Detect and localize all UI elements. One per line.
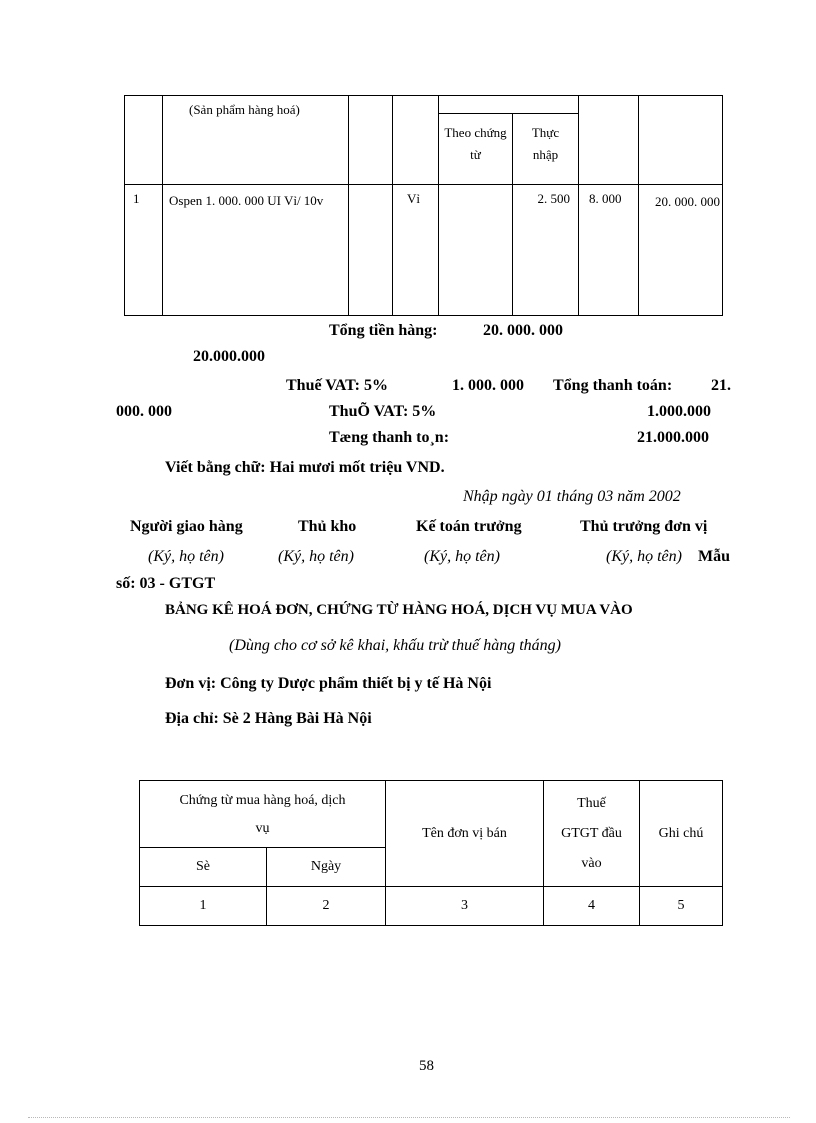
row-stt: 1 <box>125 185 163 316</box>
col-number: 3 <box>386 887 544 926</box>
col-number: 1 <box>140 887 267 926</box>
tong-thanh-toan-label: Tổng thanh toán: <box>553 377 673 394</box>
table1-header-cell <box>579 96 639 185</box>
table1-header-cell <box>393 96 439 185</box>
header-product: (Sản phẩm hàng hoá) <box>163 96 349 185</box>
header-thue-line1: Thuế <box>577 795 606 811</box>
table1-header-group <box>439 96 579 114</box>
row-empty-cell <box>349 185 393 316</box>
row-unit: Vỉ <box>393 185 439 316</box>
table1-header-cell <box>349 96 393 185</box>
row-price: 8. 000 <box>579 185 639 316</box>
thue-vat-value: 1. 000. 000 <box>452 377 524 394</box>
row-qty-thuc: 2. 500 <box>513 185 579 316</box>
sig-ky-ho-ten-3: (Ký, họ tên) <box>424 548 500 565</box>
page-bottom-rule <box>28 1117 790 1118</box>
dia-chi: Địa chỉ: Sè 2 Hàng Bài Hà Nội <box>165 710 372 727</box>
sig-ky-ho-ten-2: (Ký, họ tên) <box>278 548 354 565</box>
header-so: Sè <box>140 848 267 887</box>
header-chung-tu-line1: Chứng từ mua hàng hoá, dịch <box>179 793 346 808</box>
purchase-invoice-table <box>139 780 723 926</box>
sig-nguoi-giao-hang: Người giao hàng <box>130 518 243 535</box>
header-ghi-chu: Ghi chú <box>640 781 723 887</box>
header-thue-line3: vào <box>581 855 602 871</box>
thue-vat-value-dup: 1.000.000 <box>647 403 711 420</box>
tong-tien-hang-value: 20. 000. 000 <box>483 322 563 339</box>
sig-ky-ho-ten-4: (Ký, họ tên) <box>606 548 682 565</box>
date-line: Nhập ngày 01 tháng 03 năm 2002 <box>463 488 681 505</box>
amount-in-words: Viết bằng chữ: Hai mươi mốt triệu VND. <box>165 459 445 476</box>
sig-ky-ho-ten-1: (Ký, họ tên) <box>148 548 224 565</box>
col-number: 5 <box>640 887 723 926</box>
table1-header-cell <box>125 96 163 185</box>
header-ngay: Ngày <box>267 848 386 887</box>
form-subtitle: (Dùng cho cơ sở kê khai, khấu trừ thuế hàng tháng) <box>229 637 561 654</box>
col-number: 2 <box>267 887 386 926</box>
row-amount: 20. 000. 000 <box>639 185 723 316</box>
header-chung-tu-line2: vụ <box>255 821 270 836</box>
header-thue-gtgt <box>544 781 640 887</box>
row-product-name: Ospen 1. 000. 000 UI Vỉ/ 10v <box>163 185 349 316</box>
col-number: 4 <box>544 887 640 926</box>
header-theo-chung-tu: Theo chứng từ <box>439 114 513 185</box>
sig-thu-kho: Thủ kho <box>298 518 357 535</box>
row-qty-theo <box>439 185 513 316</box>
don-vi: Đơn vị: Công ty Dược phẩm thiết bị y tế Hà Nội <box>165 675 492 692</box>
table-row <box>125 185 723 316</box>
header-thuc-nhap: Thực nhập <box>513 114 579 185</box>
mau-so-a: Mẫu <box>698 548 730 565</box>
page-number: 58 <box>419 1058 434 1074</box>
header-ten-don-vi-ban: Tên đơn vị bán <box>386 781 544 887</box>
sig-ke-toan-truong: Kế toán trưởng <box>416 518 522 535</box>
form-title: BẢNG KÊ HOÁ ĐƠN, CHỨNG TỪ HÀNG HOÁ, DỊCH VỤ MUA VÀO <box>165 602 633 618</box>
sig-thu-truong: Thủ trưởng đơn vị <box>580 518 708 535</box>
tong-thanh-toan-value-dup: 21.000.000 <box>637 429 709 446</box>
mau-so-b: số: 03 - GTGT <box>116 575 216 592</box>
table1-header-cell <box>639 96 723 185</box>
header-thue-line2: GTGT đầu <box>561 825 622 841</box>
tong-thanh-toan-label-dup: Tæng thanh to¸n: <box>329 429 450 446</box>
tong-thanh-toan-value-a: 21. <box>711 377 731 394</box>
table-row <box>140 887 723 926</box>
tong-thanh-toan-value-b: 000. 000 <box>116 403 172 420</box>
thue-vat-label: Thuế VAT: 5% <box>286 377 388 394</box>
goods-receipt-table <box>124 95 723 316</box>
tong-tien-hang-label: Tổng tiền hàng: <box>329 322 438 339</box>
header-chung-tu <box>140 781 386 848</box>
thue-vat-label-dup: ThuÕ VAT: 5% <box>329 403 437 420</box>
tong-tien-hang-dup: 20.000.000 <box>193 348 265 365</box>
